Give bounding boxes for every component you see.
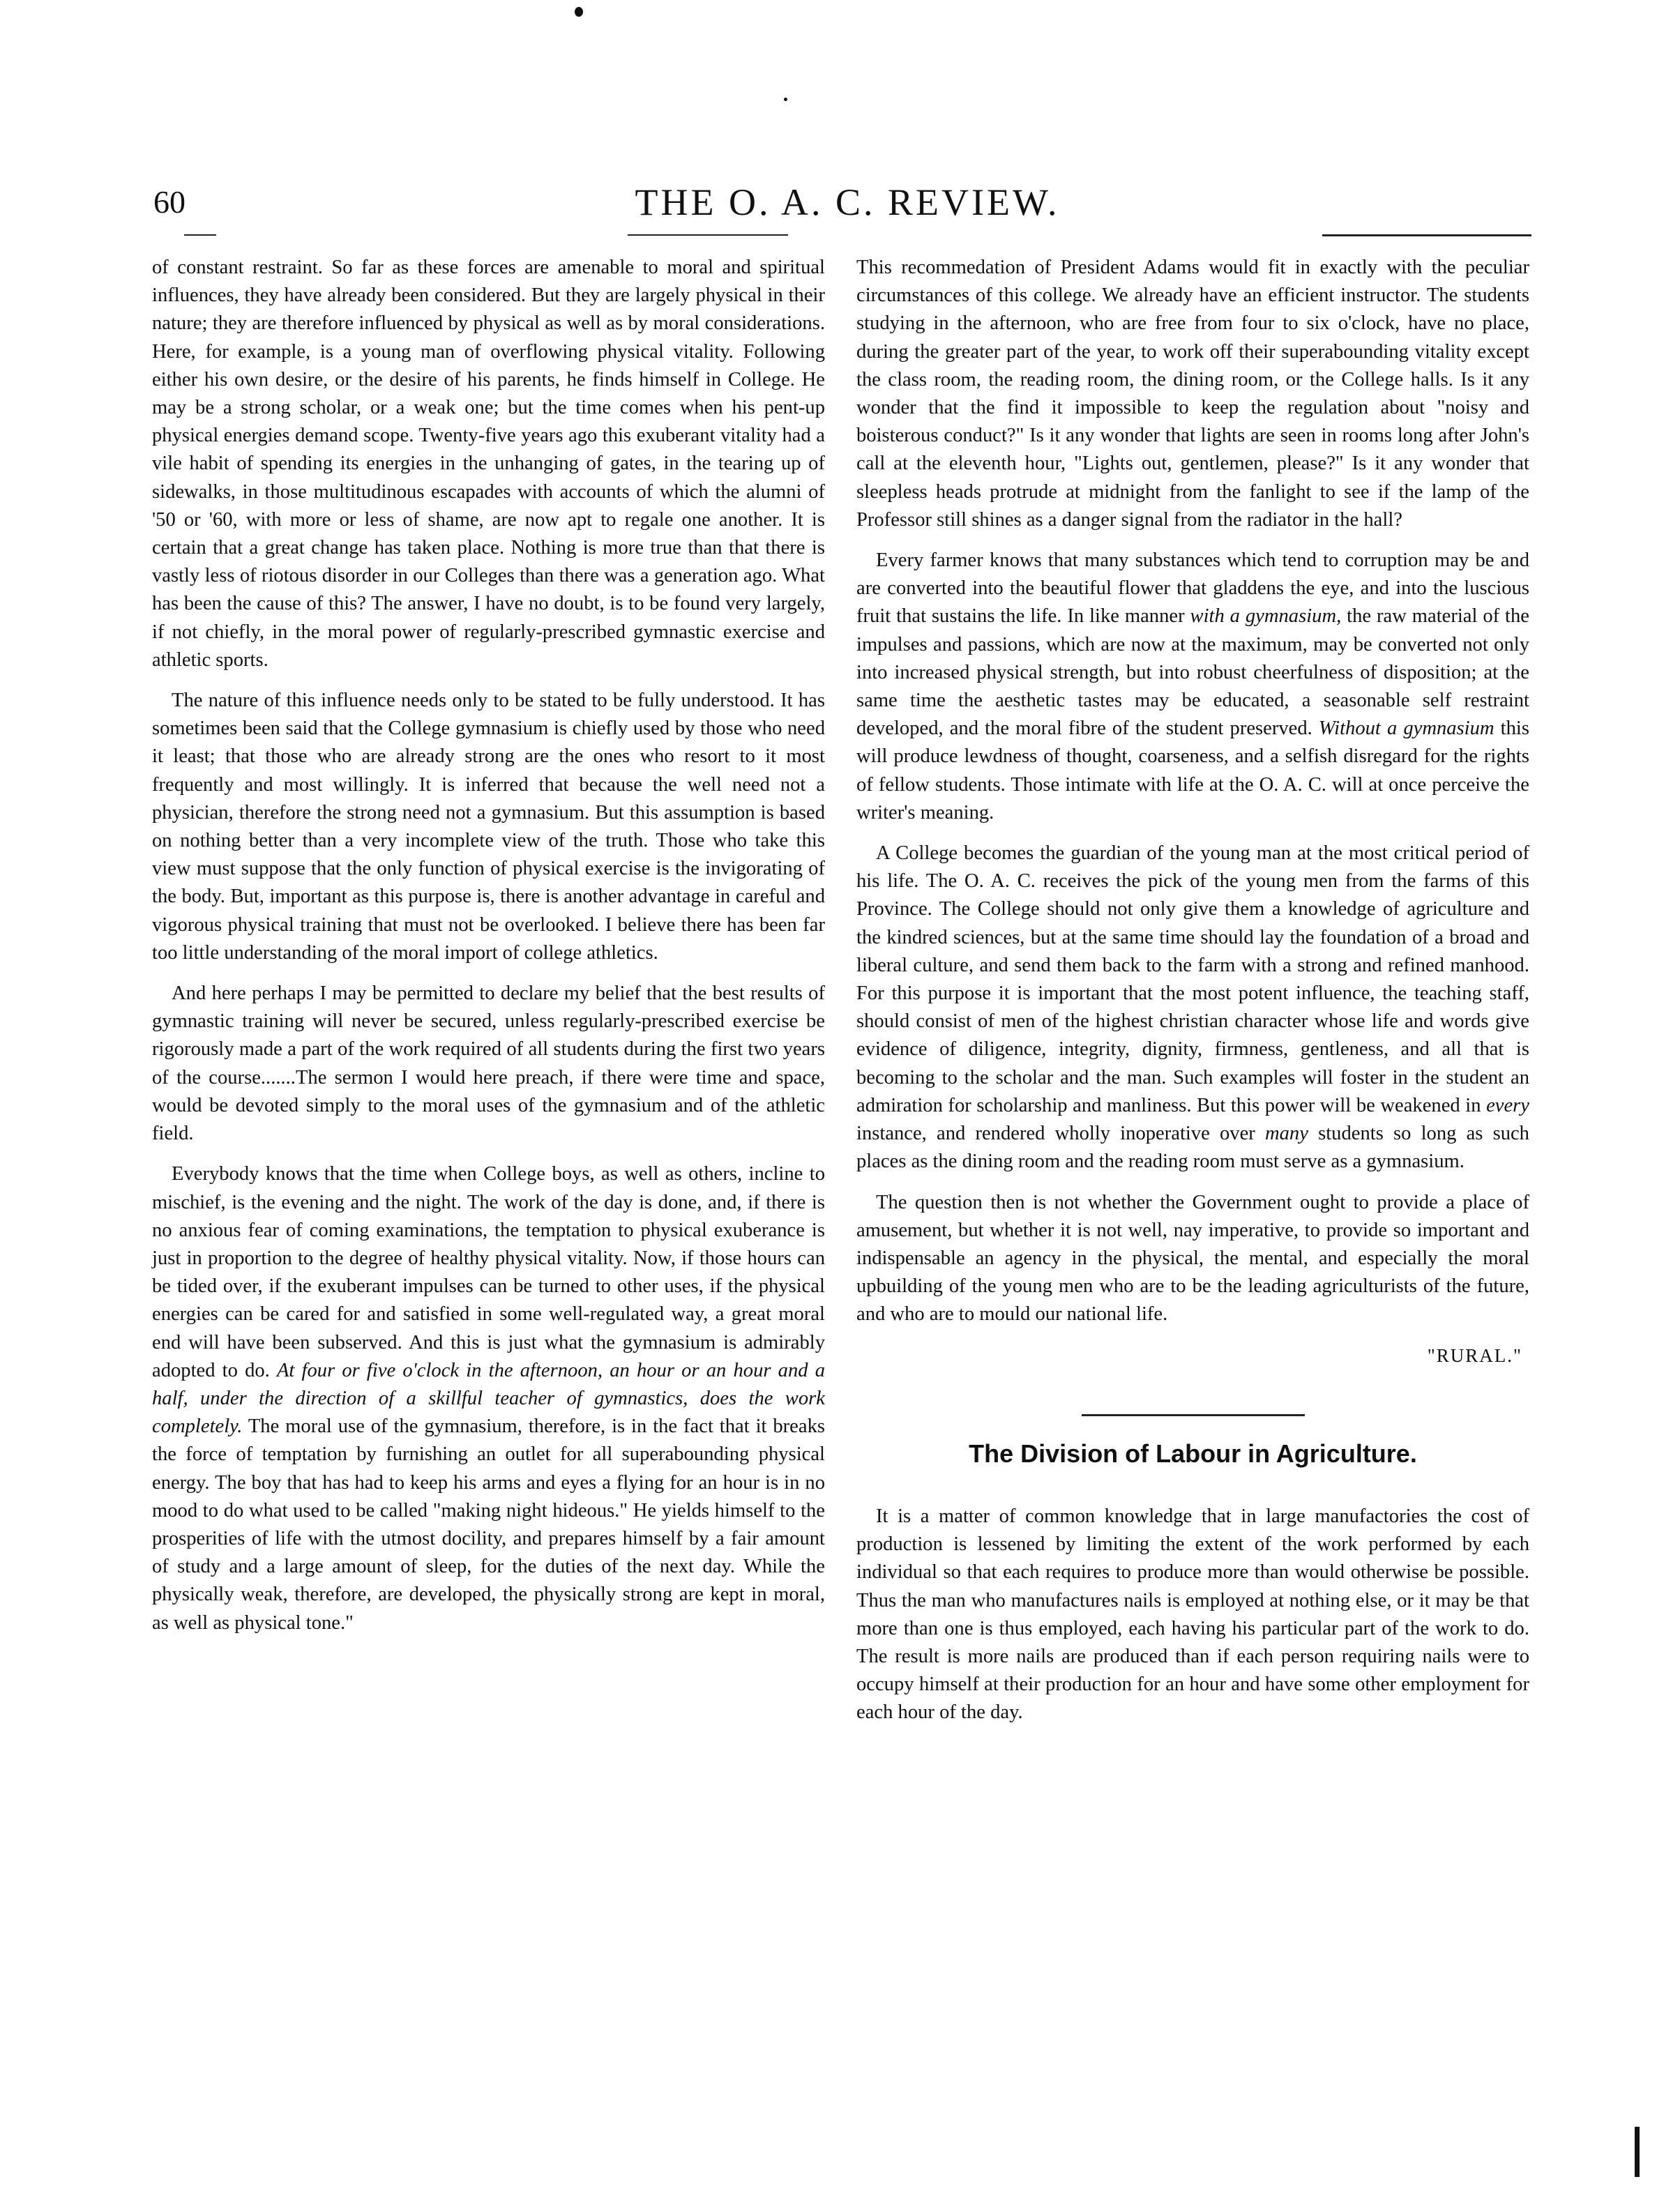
italic-text: with a gymnasium, <box>1190 605 1342 628</box>
text-run: The moral use of the gymnasium, therefore, is in the fact that it breaks the force of temptation by furnishing an outlet for all superabounding physical energy. The boy that has had to keep his arms and eyes a flying for an hour is in no mood to do what used to be called "making night hideous." He yields himself to the prosperities of life with the utmost docility, and prepares himself by a fair amount of study and a large amount of sleep, for the duties of the next day. While the physically weak, therefore, are developed, the physically strong are kept in moral, as well as physical tone." <box>152 1416 825 1634</box>
text-run: the raw material of the impulses and passions, which are now at the maximum, may be converted not only into increased physical strength, but into robust cheerfulness of disposition; at the same time the aesthetic tastes may be educated, a seasonable self restraint developed, and the moral fibre of the student preserved. <box>856 605 1529 740</box>
left-column <box>152 254 825 1650</box>
text-run: this will produce lewdness of thought, coarseness, and a selfish disregard for the rights of fellow students. Those intimate with life at the O. A. C. will at once perceive the writer's meaning. <box>856 718 1529 824</box>
italic-text: Without a gymnasium <box>1318 718 1494 740</box>
paragraph <box>152 1160 825 1637</box>
ink-speck <box>575 7 583 17</box>
section-heading: The Division of Labour in Agriculture. <box>969 1439 1417 1468</box>
right-column <box>856 254 1529 1740</box>
paragraph: of constant restraint. So far as these forces are amenable to moral and spiritual influences, they have already been considered. But they are largely physical in their nature; they are therefore influenced by physical as well as by moral considerations. Here, for example, is a young man of overflowing physical vitality. Following either his own desire, or the desire of his parents, he finds himself in College. He may be a strong scholar, or a weak one; but the time comes when his pent-up physical energies demand scope. Twenty-five years ago this exuberant vitality had a vile habit of spending its energies in the unhanging of gates, in the tearing up of sidewalks, in those multitudinous escapades with accounts of which the alumni of '50 or '60, with more or less of shame, are now apt to regale one another. It is certain that a great change has taken place. Nothing is more true than that there is vastly less of riotous disorder in our Colleges than there was a generation ago. What has been the cause of this? The answer, I have no doubt, is to be found very largely, if not chiefly, in the moral power of regularly-prescribed gymnastic exercise and athletic sports. <box>152 257 825 671</box>
text-run: instance, and rendered wholly inoperative over <box>856 1123 1255 1145</box>
italic-text: At four or five o'clock in the afternoon, an hour or an hour and a half, under the direction of a skillful teacher of gymnastics, does the work completely. <box>152 1359 825 1438</box>
text-run: students so long as such places as the dining room and the reading room must serve as a gymnasium. <box>856 1123 1529 1173</box>
text-run: A College becomes the guardian of the young man at the most critical period of his life. The O. A. C. receives the pick of the young men from the farms of this Province. The College should not only give them a knowledge of agriculture and the kindred sciences, but at the same time should lay the foundation of a broad and liberal culture, and send them back to the farm with a strong and refined manhood. For this purpose it is important that the most potent influence, the teaching staff, should consist of men of the highest christian character whose life and words give evidence of diligence, integrity, dignity, firmness, gentleness, and all that is becoming to the scholar and the man. Such examples will foster in the student an admiration for scholarship and manliness. But this power will be weakened in <box>856 842 1529 1116</box>
text-run: Everybody knows that the time when College boys, as well as others, incline to mischief, is the evening and the night. The work of the day is done, and, if there is no anxious fear of coming examinations, the temptation to physical exuberance is just in proportion to the degree of healthy physical vitality. Now, if those hours can be tided over, if the exuberant impulses can be turned to other uses, if the physical energies can be cared for and satisfied in some well-regulated way, a great moral end will have been subserved. And this is just what the gymnasium is admirably adopted to do. <box>152 1163 825 1381</box>
signature: "RURAL." <box>1427 1344 1522 1366</box>
paragraph: This recommedation of President Adams would fit in exactly with the peculiar circumstances of this college. We already have an efficient instructor. The students studying in the afternoon, who are free from four to six o'clock, have no place, during the greater part of the year, to work off their superabounding vitality except the class room, the reading room, the dining room, or the College halls. Is it any wonder that the find it impossible to keep the regulation about "noisy and boisterous conduct?" Is it any wonder that lights are seen in rooms long after John's call at the eleventh hour, "Lights out, gentlemen, please?" Is it any wonder that sleepless heads protrude at midnight from the fanlight to see if the lamp of the Professor still shines as a danger signal from the radiator in the hall? <box>856 257 1529 531</box>
section-separator <box>1082 1414 1305 1416</box>
journal-title: THE O. A. C. REVIEW. <box>635 181 1060 223</box>
page-header <box>153 181 1541 230</box>
ink-speck <box>784 98 787 101</box>
paragraph: It is a matter of common knowledge that in large manufactories the cost of production is lessened by limiting the extent of the work performed by each individual so that each requires to produce more than would otherwise be possible. Thus the man who manufactures nails is employed at nothing else, or it may be that more than one is thus employed, each having his particular part of the work to do. The result is more nails are produced than if each person requiring nails were to occupy himself at their production for an hour and have some other employment for each hour of the day. <box>856 1505 1529 1724</box>
header-rule-left <box>184 234 216 236</box>
header-rule-right <box>1322 234 1531 236</box>
paragraph <box>856 840 1529 1176</box>
paragraph <box>856 547 1529 827</box>
paragraph: The question then is not whether the Government ought to provide a place of amusement, but whether it is not well, nay imperative, to provide so important and indispensable an agency in the physical, the mental, and especially the moral upbuilding of the young men who are to be the leading agriculturists of the future, and who are to mould our national life. <box>856 1191 1529 1326</box>
paragraph: And here perhaps I may be permitted to declare my belief that the best results of gymnastic training will never be secured, unless regularly-prescribed exercise be rigorously made a part of the work required of all students during the first two years of the course.......The sermon I would here preach, if there were time and space, would be devoted simply to the moral uses of the gymnasium and of the athletic field. <box>152 983 825 1145</box>
italic-text: every <box>1486 1094 1529 1116</box>
margin-mark <box>1635 2127 1640 2177</box>
page-number: 60 <box>153 184 186 220</box>
text-run: Every farmer knows that many substances which tend to corruption may be and are converted into the beautiful flower that gladdens the eye, and into the luscious fruit that sustains the life. In like manner <box>856 549 1529 628</box>
header-rule-center <box>628 234 788 236</box>
italic-text: many <box>1264 1123 1308 1145</box>
paragraph: The nature of this influence needs only to be stated to be fully understood. It has sometimes been said that the College gymnasium is chiefly used by those who need it least; that those who are already strong are the ones who resort to it most frequently and most willingly. It is inferred that because the well need not a physician, therefore the strong need not a gymnasium. But this assumption is based on nothing better than a very incomplete view of the truth. Those who take this view must suppose that the only function of physical exercise is the invigorating of the body. But, important as this purpose is, there is another advantage in careful and vigorous physical training that must not be overlooked. I believe there has been far too little understanding of the moral import of college athletics. <box>152 690 825 964</box>
